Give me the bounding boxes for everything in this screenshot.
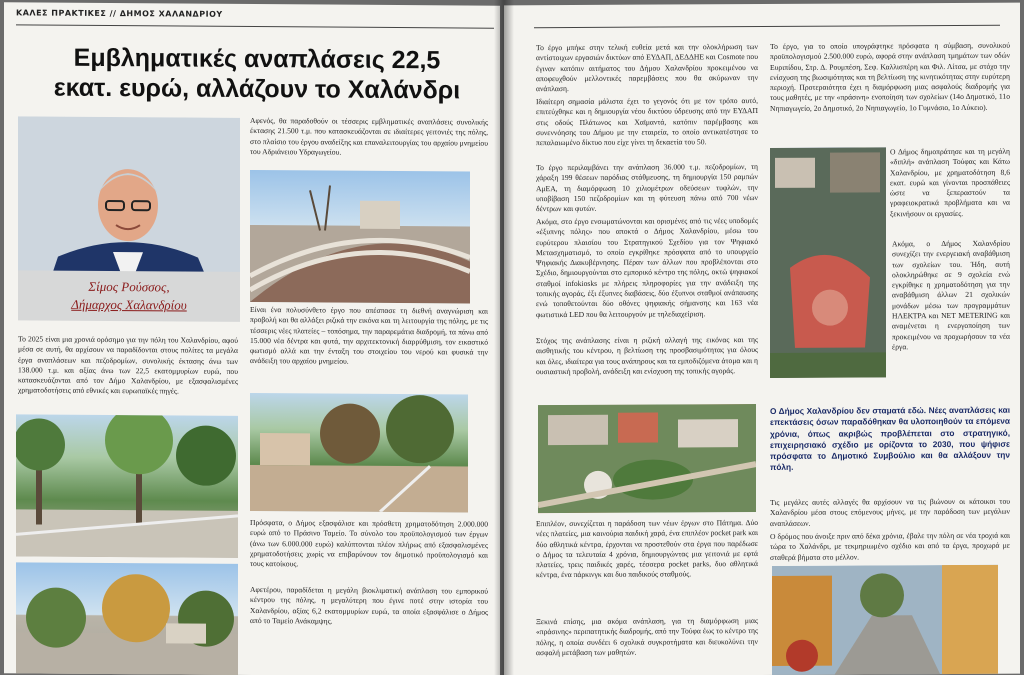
r-col2-paragraph-2 [890,147,1010,238]
photo-amphitheater [250,170,470,304]
intro-paragraph [18,334,238,414]
photo-street-illustration [772,565,998,675]
col2-p4-text: Αφετέρου, παραδίδεται η μεγάλη βιοκλιματική ανάπλαση του εμπορικού κέντρου της πόλης, η μεγαλύτερη που έγινε ποτέ στην ιστορία του Χαλανδρίου, αξίας 6,2 εκατομμυρίων ευρώ, τα οποία εξασφάλισε ο Δήμος από το Ταμείο Ανάκαμψης. [250,584,488,626]
r-col2-p4-text: Τις μεγάλες αυτές αλλαγές θα αρχίσουν να τις βιώνουν οι κάτοικοι του Χαλανδρίου μέσα στους επόμενους μήνες, με την παράδοση των μεγάλων αναπλάσεων. [770,496,1010,528]
photo-aerial-illustration [538,404,756,513]
highlight-box [770,405,1010,474]
r-col1-p3-text: Το έργο περιλαμβάνει την ανάπλαση 36.000 τ.μ. πεζοδρομίων, τη χάραξη 199 θέσεων παρόδιας στάθμευσης, τη δημιουργία 150 ραμπών ΑμΕΑ, τη διαμόρφωση 10 χιλιομέτρων οδεύσεων τυφλών, την υποβίβαση 150 πεζοδρομίων και τη φύτευση πάνω από 700 νέων δέντρων και φυτών. [536,162,758,214]
r-col1-paragraph-6 [536,518,758,615]
r-col1-p4-text: Ακόμα, στο έργο ενσωματώνονται και ορισμένες από τις νέες υποδομές «έξυπνης πόλης» που αποκτά ο Δήμος Χαλανδρίου, μέσω του ευρύτερου πλαισίου του Στρατηγικού Σχεδίου για τον Ψηφιακό Μετασχηματισμό, το οποίο εγκρίθηκε πρόσφατα από το υπουργείο Ψηφιακής Διακυβέρνησης. Πέραν των άλλων που προβλέπονται στο Σχέδιο, δημιουργούνται στο εμπορικό κέντρο της πόλης, οκτώ ψηφιακοί σταθμοί infokiosks με πλήρεις πληροφορίες για την ανάδειξη της τοπικής αγοράς, έξι έξυπνες διαβάσεις, δύο έξυπνοι σταθμοί ανάπαυσης ενώ τοποθετούνται δύο οθόνες ψηφιακής σήμανσης και 163 νέα φωτιστικά LED που θα λειτουργούν με τηλεδιαχείριση. [536,216,758,319]
r-col2-p1-text: Το έργο, για το οποίο υπογράφτηκε πρόσφατα η σύμβαση, συνολικού προϋπολογισμού 2.500.000 ευρώ, αφορά στην ανάπλαση τμημάτων των οδών Ευριπίδου, Στρ. Δ. Ρουμπέση, Σεφ. Καλλισπέρη και Φιλ. Λίτσα, με στόχο την ενίσχυση της βιωσιμότητας και τη βελτίωση της κινητικότητας στην ευρύτερη περιοχή. Προτεραιότητα έχει η διαμόρφωση μιας ασφαλούς διαδρομής για τους μαθητές, με την «πράσινη» ενοποίηση των σχολείων (14ο Δημοτικό, 11ο Νηπιαγωγείο, 2ο Δημοτικό, 2ο Νηπιαγωγείο, 1ο Γυμνάσιο, 1ο Λύκειο). [770,40,1010,113]
col2-paragraph-3 [250,518,488,584]
r-col2-p5-text: Ο δρόμος που άνοιξε πριν από δέκα χρόνια, έβαλε την πόλη σε νέα τροχιά και τώρα το Χαλάνδρι, με τεκμηριωμένο σχέδιο και από τα έργα, προχωρά με σταθερά βήματα στο μέλλον. [770,530,1010,562]
headline [22,42,492,105]
r-col2-p3-text: Ακόμα, ο Δήμος Χαλανδρίου συνεχίζει την ενεργειακή αναβάθμιση των σχολείων του. Ήδη, αυτή ολοκληρώθηκε σε 9 σχολεία ενώ εγκρίθηκε η χρηματοδότηση για την αναβάθμιση άλλων 21 σχολικών μονάδων μέσω των προγραμμάτων ΗΛΕΚΤΡΑ και NET METERING και αναμένεται η ενεργοποίηση των προκειμένου να προχωρήσουν τα νέα έργα. [892,238,1010,352]
intro-text: Το 2025 είναι μια χρονιά ορόσημο για την πόλη του Χαλανδρίου, αφού μέσα σε αυτή, θα αρχίσουν να παραδίδονται στους πολίτες τα μεγάλα έργα αναπλάσεων και πεζοδρομίων, συνολικής έκτασης άνω των 138.000 τ.μ. και αξίας άνω των 22,5 εκατομμυρίων ευρώ, που κατασκευάζονται από τον Δήμο Χαλανδρίου, με εξασφαλισμένες χρηματοδοτήσεις από εθνικές και ευρωπαϊκές πηγές. [18,334,238,396]
r-col2-p2-text: Ο Δήμος δημοπράτησε και τη μεγάλη «διπλή» ανάπλαση Τούφας και Κάτω Χαλανδρίου, με χρηματοδότηση 8,6 εκατ. ευρώ και γίνονται προσπάθειες ώστε να ξεπεραστούν τα γραφειοκρατικά προβλήματα και να ξεκινήσουν οι εργασίες. [890,146,1010,219]
left-page [4,2,500,675]
page-gutter [494,0,514,675]
r-col1-paragraph-3 [536,162,758,217]
r-col2-paragraph-3 [770,239,1010,388]
photo-square-illustration [16,414,238,558]
header-rule-right [534,25,1000,28]
headline-line1: Εμβληματικές αναπλάσεις 22,5 [73,43,441,75]
col2-paragraph-1 [250,116,488,173]
header-rule [16,24,494,28]
r-col1-paragraph-1 [536,42,758,97]
r-col1-paragraph-7 [536,616,758,659]
r-col2-paragraph-5 [770,531,1010,566]
r-col1-p5-text: Στόχος της ανάπλασης είναι η ριζική αλλαγή της εικόνας και της αισθητικής του κέντρου, η βελτίωση της προσβασιμότητας για όλους και όλες, ιδιαίτερα για τους ανάπηρους και τα εμποδιζόμενα άτομα και η ουσιαστική προβολή, ανάδειξη και ενίσχυση της τοπικής αγοράς. [536,335,758,377]
right-page [504,3,1020,675]
r-col1-p7-text: Ξεκινά επίσης, μια ακόμα ανάπλαση, για τη διαμόρφωση μιας «πράσινης» περιπατητικής διαδρομής, από την Τούφα έως το κέντρο της πόλης, η οποία συνδέει 6 σχολικά συγκροτήματα και διευκολύνει την ασφαλή μετάβαση των μαθητών. [536,616,758,658]
r-col1-p6-text: Επιπλέον, συνεχίζεται η παράδοση των νέων έργων στο Πάτημα. Δύο νέες πλατείες, μια καινούρια παιδική χαρά, ένα επιπλέον pocket park και δύο αθλητικά κέντρα, έρχονται να προστεθούν στα έργα που παρέδωσε ο Δήμος τα τελευταία 4 χρόνια, δημιουργώντας μια γειτονιά με εφτά πλατείες, τρεις παιδικές χαρές, τέσσερα pocket parks, δυο αθλητικά κέντρα, ένα πάρκινγκ και δυο παιδικούς σταθμούς. [536,518,758,580]
portrait-caption [18,277,240,315]
r-col1-paragraph-2 [536,96,758,161]
r-col2-paragraph-4 [770,497,1010,530]
photo-square-trees [16,414,238,558]
highlight-text: Ο Δήμος Χαλανδρίου δεν σταματά εδώ. Νέες αναπλάσεις και επεκτάσεις όσων παραδόθηκαν θα υλοποιηθούν τα επόμενα χρόνια, όπως ακριβώς προβλέπεται στο στρατηγικό, επιχειρησιακό σχέδιο με ορίζοντα το 2030, που ψήφισε πρόσφατα το Δημοτικό Συμβούλιο και θα αλλάξουν την πόλη. [770,404,1010,473]
r-col1-p1-text: Το έργο μπήκε στην τελική ευθεία μετά και την ολοκλήρωση των αντίστοιχων εργασιών δικτύων από ΕΥΔΑΠ, ΔΕΔΔΗΕ και Cosmote που έγιναν κατόπιν αιτήματος του Δήμου Χαλανδρίου προκειμένου να αποφευχθούν μελλοντικές παρεμβάσεις που θα ακύρωναν την ανάπλαση. [536,42,758,94]
photo-aerial-park [538,404,756,513]
float-spacer [770,239,892,378]
col2-p2-text: Είναι ένα πολυσύνθετο έργο που απέσπασε τη διεθνή αναγνώριση και προβολή και θα αλλάξει ριζικά την εικόνα και τη λειτουργία της πόλης, με τις τέσσερις νέες πλατείες – τοπόσημα, την παραρεμάτια διαδρομή, τα πάνω από 15.000 νέα δέντρα και φυτά, την αρχιτεκτονική διαρρύθμιση, τον εικαστικό φωτισμό αλλά και την ένταξη του στοιχείου του νερού και φυσικά την ανάδειξη του αρχαίου μνημείου. [250,304,488,367]
r-col1-paragraph-4 [536,216,758,335]
r-col1-paragraph-5 [536,335,758,402]
photo-walkway [16,562,238,675]
col2-paragraph-4 [250,585,488,649]
r-col2-paragraph-1 [770,41,1010,146]
photo-plaza-trees [250,393,468,513]
photo-amphitheater-illustration [250,170,470,304]
headline-line2: εκατ. ευρώ, αλλάζουν το Χαλάνδρι [53,73,461,105]
caption-name: Σίμος Ρούσσος, [88,278,170,295]
caption-title: Δήμαρχος Χαλανδρίου [71,296,187,313]
col2-p3-text: Πρόσφατα, ο Δήμος εξασφάλισε και πρόσθετη χρηματοδότηση 2.000.000 ευρώ από το Πράσινο Ταμείο. Το σύνολο του προϋπολογισμού των έργων (άνω των 6.000.000 ευρώ) καλύπτονται πλέον πλήρως από εξασφαλισμένες χρηματοδοτήσεις χωρίς να επιβαρύνουν τον δημοτικό προϋπολογισμό και τους κατοίκους. [250,517,488,569]
col2-p1-text: Αφενός, θα παραδοθούν οι τέσσερις εμβληματικές αναπλάσεις συνολικής έκτασης 21.500 τ.μ. που κατασκευάζονται σε ιδιαίτερες γειτονιές της πόλης, στο πλαίσιο του έργου αναδείξης και επαναλειτουργίας του αρχαίου μνημείου του Αδριάνειου Υδραγωγείου. [250,115,488,157]
photo-commercial-street [772,565,998,675]
photo-walkway-illustration [16,562,238,675]
photo-plaza-illustration [250,393,468,513]
col2-paragraph-2 [250,305,488,393]
r-col1-p2-text: Ιδιαίτερη σημασία μάλιστα έχει το γεγονός ότι με τον τρόπο αυτό, επιτεύχθηκε και η δημιουργία νέου δικτύου ύδρευσης από την ΕΥΔΑΠ στις οδούς Πλάτωνος και Χαϊμαντά, κατόπιν παρέμβασης και συνεννόησης του Δήμου με την εταιρεία, το οποίο αντικατέστησε το πεπαλαιωμένο δίκτυο που είχε γίνει τη δεκαετία του 50. [536,96,758,148]
section-header: ΚΑΛΕΣ ΠΡΑΚΤΙΚΕΣ // ΔΗΜΟΣ ΧΑΛΑΝΔΡΙΟΥ [16,8,223,19]
